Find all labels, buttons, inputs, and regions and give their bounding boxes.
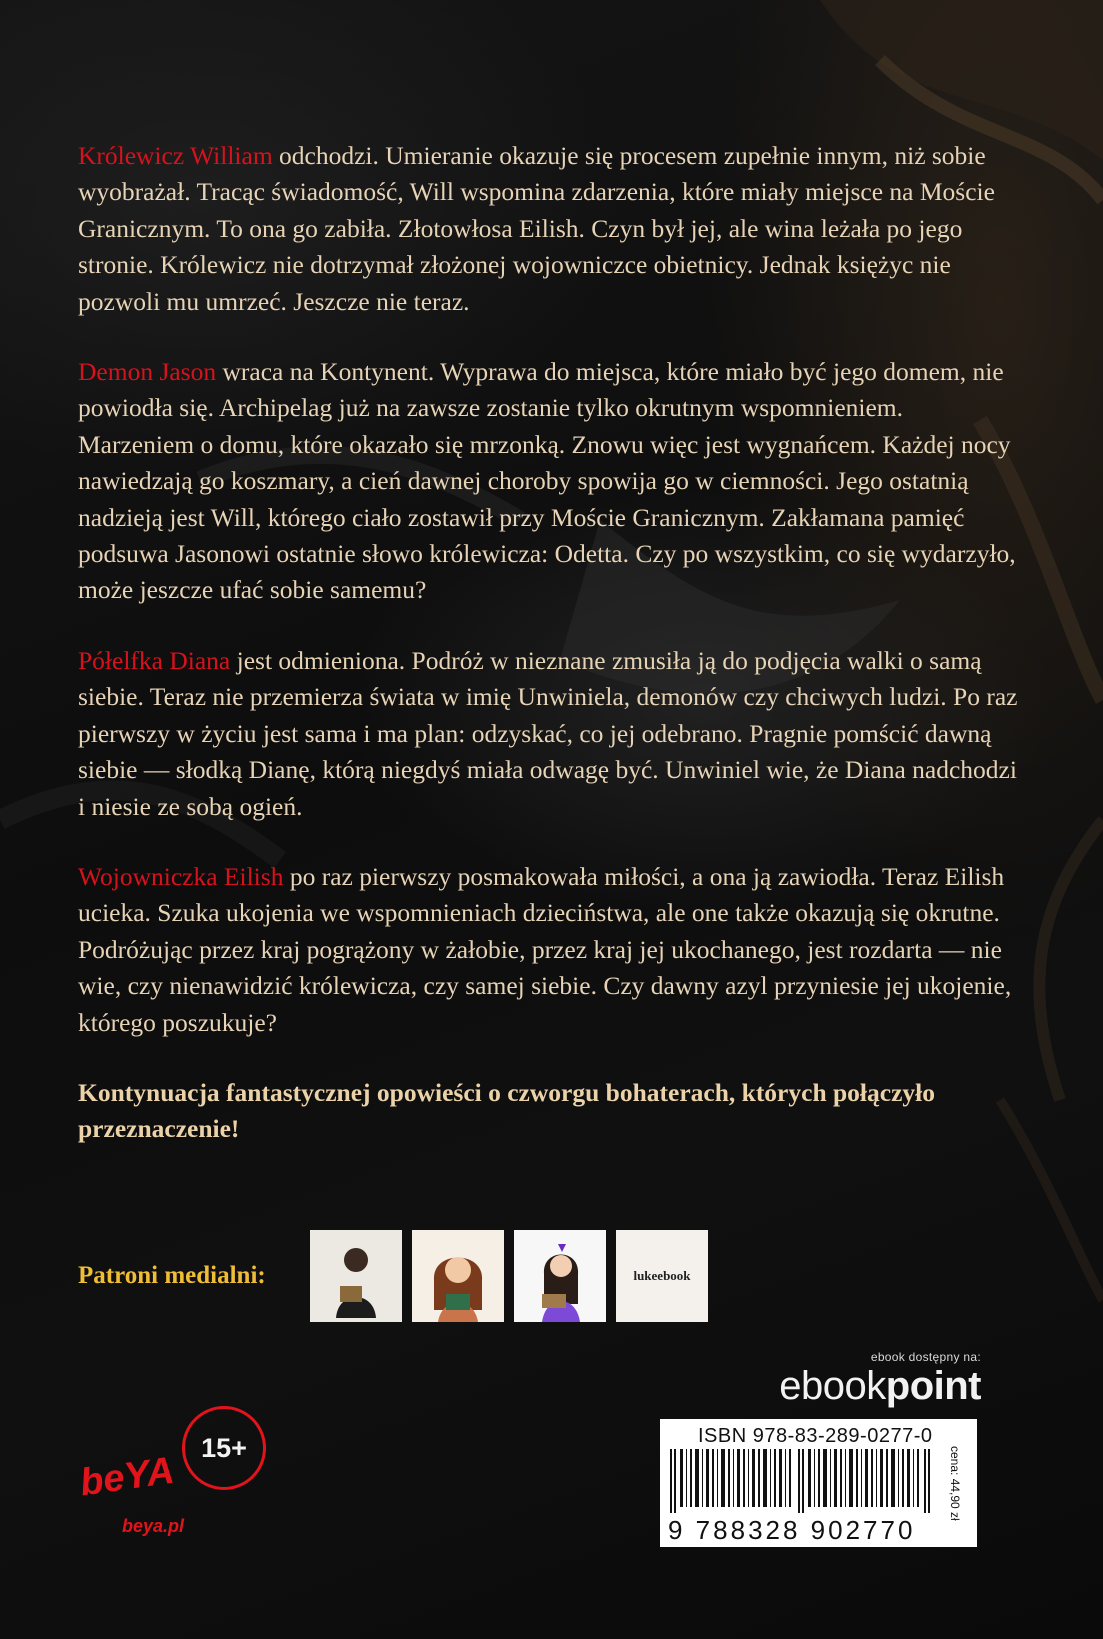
patron-logo-1	[310, 1230, 402, 1322]
ebookpoint-logo	[779, 1366, 981, 1406]
patron-logo-4-text: lukeebook	[633, 1268, 691, 1283]
beya-logo: beYA	[77, 1449, 177, 1505]
character-name-jason: Demon Jason	[78, 357, 217, 387]
cover-price: cena: 44,90 zł	[948, 1445, 962, 1521]
isbn-barcode	[660, 1419, 977, 1547]
paragraph-text: po raz pierwszy posmakowała miłości, a ona ją zawiodła. Teraz Eilish ucieka. Szuka ukojenia we wspomnieniach dzieciństwa, ale one także okazują się okrutne. Podróżując przez kraj pogrążony w żałobie, przez kraj jej ukochanego, jest rozdarta — nie wie, czy nienawidzić królewicza, czy samej siebie. Czy dawny azyl przyniesie jej ukojenie, którego poszukuje?	[78, 861, 1012, 1037]
paragraph-text: odchodzi. Umieranie okazuje się procesem zupełnie innym, niż sobie wyobrażał. Tracąc świadomość, Will wspomina zdarzenia, które miały miejsce na Moście Granicznym. To ona go zabiła. Złotowłosa Eilish. Czyn był jej, ale wina leżała po jego stronie. Królewicz nie dotrzymał złożonej wojowniczce obietnicy. Jednak księżyc nie pozwoli mu umrzeć. Jeszcze nie teraz.	[78, 141, 995, 316]
ebook-availability	[779, 1350, 981, 1406]
patrons-label: Patroni medialni:	[78, 1262, 266, 1289]
media-patrons	[78, 1230, 708, 1322]
publisher-block	[76, 1406, 266, 1546]
blurb-paragraph-diana	[78, 643, 1018, 825]
patron-illustration-3	[514, 1230, 606, 1322]
patron-illustration-1	[310, 1230, 402, 1322]
ebook-caption: ebook dostępny na:	[870, 1350, 981, 1364]
isbn-number: ISBN 978-83-289-0277-0	[698, 1425, 933, 1447]
blurb-text-block	[78, 138, 1018, 1147]
blurb-paragraph-william	[78, 138, 1018, 320]
character-name-william: Królewicz William	[78, 141, 273, 170]
patron-logo-3	[514, 1230, 606, 1322]
paragraph-text: jest odmieniona. Podróż w nieznane zmusiła ją do podjęcia walki o samą siebie. Teraz nie przemierza świata w imię Unwiniela, demonów czy chciwych ludzi. Po raz pierwszy w życiu jest sama i ma plan: odzyskać, co jej odebrano. Pragnie pomścić dawną siebie — słodką Dianę, którą niegdyś miała odwagę być. Unwiniel wie, że Diana nadchodzi i niesie ze sobą ogień.	[78, 645, 1018, 821]
paragraph-text: wraca na Kontynent. Wyprawa do miejsca, które miało być jego domem, nie powiodła się. Archipelag już na zawsze zostanie tylko okrutnym wspomnieniem. Marzeniem o domu, które okazało się mrzonką. Znowu więc jest wygnańcem. Każdej nocy nawiedzają go koszmary, a cień dawnej choroby spowija go w ciemności. Jego ostatnią nadzieją jest Will, którego ciało zostawił przy Moście Granicznym. Zakłamana pamięć podsuwa Jasonowi ostatnie słowo królewicza: Odetta. Czy po wszystkim, co się wydarzyło, może jeszcze ufać sobie samemu?	[78, 357, 1016, 605]
barcode-digits: 9 788328 902770	[668, 1515, 916, 1545]
ebookpoint-logo-part1: ebook	[779, 1364, 886, 1408]
patron-illustration-2	[412, 1230, 504, 1322]
blurb-paragraph-eilish	[78, 859, 1018, 1041]
character-name-eilish: Wojowniczka Eilish	[78, 861, 284, 891]
patron-logo-4	[616, 1230, 708, 1322]
patron-logo-2	[412, 1230, 504, 1322]
character-name-diana: Półelfka Diana	[78, 645, 231, 675]
age-rating-badge: 15+	[182, 1406, 266, 1490]
barcode-bars	[668, 1449, 938, 1513]
blurb-paragraph-jason	[78, 354, 1018, 609]
ebookpoint-logo-part2: point	[885, 1364, 981, 1408]
publisher-url: beya.pl	[122, 1516, 185, 1536]
series-tagline: Kontynuacja fantastycznej opowieści o czworgu bohaterach, których połączyło przeznaczenie!	[78, 1077, 935, 1143]
